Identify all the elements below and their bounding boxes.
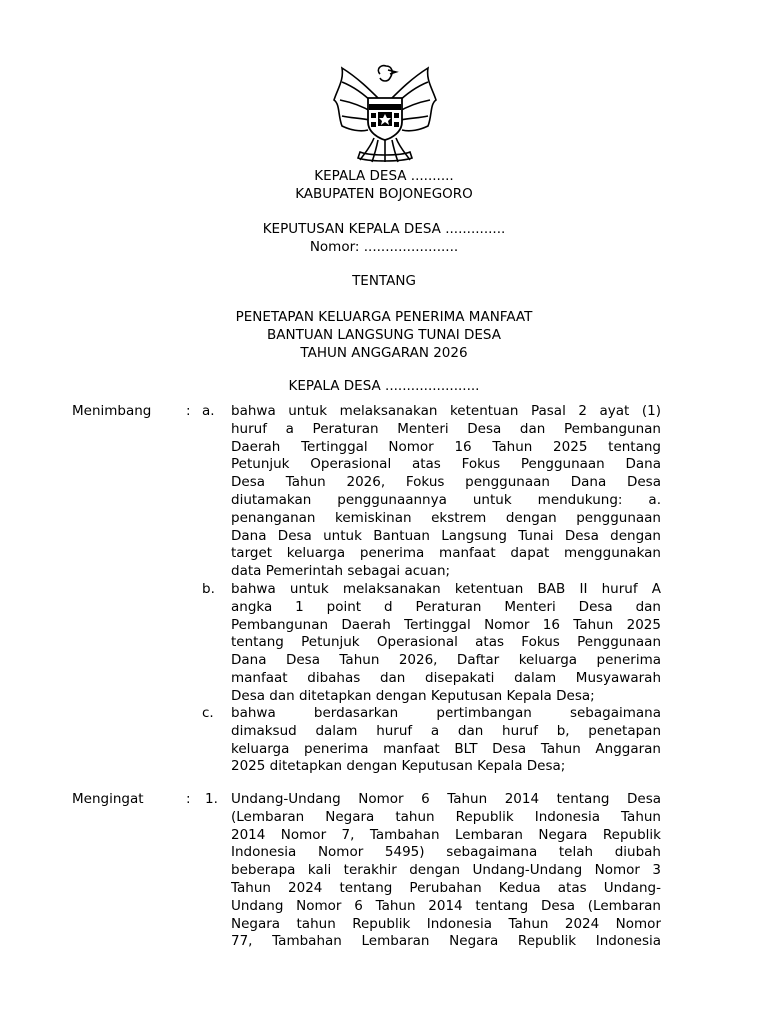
text-line: keluarga penerima manfaat BLT Desa Tahun Anggaran bbox=[231, 740, 661, 757]
text-line: target keluarga penerima manfaat dapat menggunakan bbox=[231, 545, 661, 562]
text-line: Daerah Tertinggal Nomor 16 Tahun 2025 tentang bbox=[231, 438, 661, 455]
text-line: Desa dan ditetapkan dengan Keputusan Kepala Desa; bbox=[231, 687, 595, 704]
text-line: 2025 ditetapkan dengan Keputusan Kepala Desa; bbox=[231, 758, 566, 775]
text-line: bahwa berdasarkan pertimbangan sebagaimana bbox=[231, 705, 661, 721]
item-marker: a. bbox=[202, 403, 215, 419]
decree-issuer bbox=[0, 377, 768, 395]
text-line: Negara tahun Republik Indonesia Tahun 2024 Nomor bbox=[231, 915, 661, 932]
text-line: Dana Desa Tahun 2026, Daftar keluarga penerima bbox=[231, 652, 661, 669]
decree-subject bbox=[0, 308, 768, 362]
text-line: Indonesia Nomor 5495) sebagaimana telah diubah bbox=[231, 844, 661, 861]
decree-title bbox=[0, 220, 768, 256]
letterhead bbox=[0, 167, 768, 203]
text-line: data Pemerintah sebagai acuan; bbox=[231, 563, 451, 580]
mengingat-colon: : bbox=[186, 791, 191, 807]
garuda-emblem-icon bbox=[330, 60, 440, 168]
item-marker: 1. bbox=[205, 791, 218, 807]
text-line: 2014 Nomor 7, Tambahan Lembaran Negara Republik bbox=[231, 826, 661, 843]
menimbang-item-c bbox=[231, 705, 661, 776]
tentang-heading bbox=[0, 272, 768, 290]
menimbang-item-b bbox=[231, 581, 661, 706]
text-line: beberapa kali terakhir dengan Undang-Undang Nomor 3 bbox=[231, 862, 661, 879]
menimbang-item-a bbox=[231, 403, 661, 581]
text-line: diutamakan penggunaannya untuk mendukung: a. bbox=[231, 491, 661, 508]
subject-line: PENETAPAN KELUARGA PENERIMA MANFAAT bbox=[235, 309, 533, 325]
text-line: Undang Nomor 6 Tahun 2014 tentang Desa (Lembaran bbox=[231, 897, 661, 914]
text-line: angka 1 point d Peraturan Menteri Desa dan bbox=[231, 598, 661, 615]
text-line: manfaat dibahas dan disepakati dalam Musyawarah bbox=[231, 669, 661, 686]
subject-line: TAHUN ANGGARAN 2026 bbox=[300, 345, 468, 361]
menimbang-label: Menimbang bbox=[72, 403, 152, 419]
text-line: bahwa untuk melaksanakan ketentuan BAB II huruf A bbox=[231, 581, 661, 597]
text-line: Pembangunan Daerah Tertinggal Nomor 16 Tahun 2025 bbox=[231, 616, 661, 633]
issuer-office: KEPALA DESA .......... bbox=[314, 168, 454, 184]
menimbang-colon: : bbox=[186, 403, 191, 419]
decree-title-line: KEPUTUSAN KEPALA DESA .............. bbox=[262, 221, 506, 237]
text-line: Dana Desa untuk Bantuan Langsung Tunai Desa dengan bbox=[231, 527, 661, 544]
decree-number: Nomor: ...................... bbox=[309, 239, 459, 255]
issuer-line: KEPALA DESA ...................... bbox=[288, 378, 480, 394]
text-line: tentang Petunjuk Operasional atas Fokus Penggunaan bbox=[231, 634, 661, 651]
mengingat-label: Mengingat bbox=[72, 791, 144, 807]
text-line: huruf a Peraturan Menteri Desa dan Pembangunan bbox=[231, 420, 661, 437]
subject-line: BANTUAN LANGSUNG TUNAI DESA bbox=[267, 327, 501, 343]
text-line: Desa Tahun 2026, Fokus penggunaan Dana Desa bbox=[231, 474, 661, 491]
text-line: Tahun 2024 tentang Perubahan Kedua atas Undang- bbox=[231, 879, 661, 896]
mengingat-item-1 bbox=[231, 791, 661, 951]
text-line: penanganan kemiskinan ekstrem dengan penggunaan bbox=[231, 509, 661, 526]
text-line: bahwa untuk melaksanakan ketentuan Pasal 2 ayat (1) bbox=[231, 403, 661, 419]
text-line: Undang-Undang Nomor 6 Tahun 2014 tentang Desa bbox=[231, 791, 661, 807]
regency-name: KABUPATEN BOJONEGORO bbox=[295, 186, 473, 202]
tentang-text: TENTANG bbox=[352, 273, 416, 289]
text-line: dimaksud dalam huruf a dan huruf b, penetapan bbox=[231, 722, 661, 739]
text-line: Petunjuk Operasional atas Fokus Penggunaan Dana bbox=[231, 456, 661, 473]
item-marker: c. bbox=[202, 705, 214, 721]
text-line: 77, Tambahan Lembaran Negara Republik Indonesia bbox=[231, 933, 661, 950]
text-line: (Lembaran Negara tahun Republik Indonesia Tahun bbox=[231, 808, 661, 825]
item-marker: b. bbox=[202, 581, 215, 597]
